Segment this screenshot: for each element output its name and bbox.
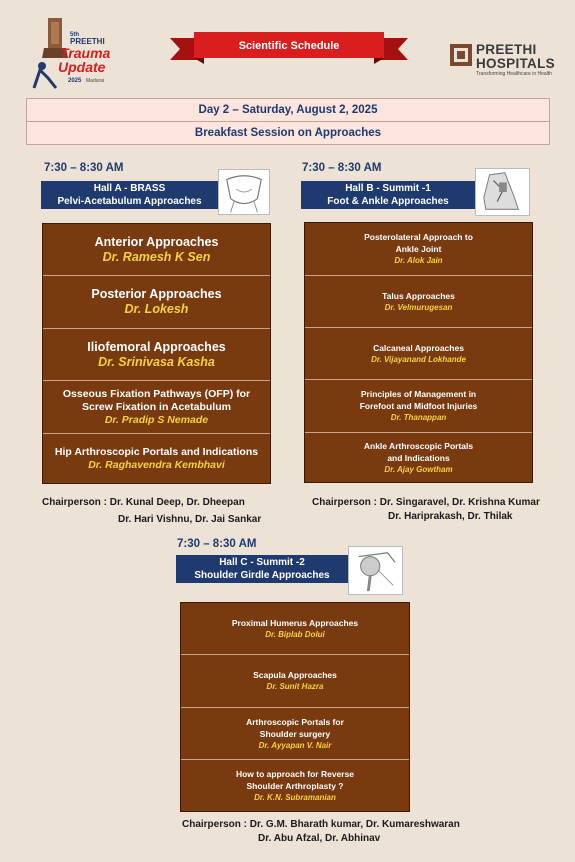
talk-title: Iliofemoral Approaches <box>87 339 226 354</box>
talk-title: Scapula Approaches <box>253 670 337 680</box>
hall-c-name: Hall C - Summit -2 <box>219 557 305 568</box>
hall-c-talk-2 <box>181 655 409 708</box>
hall-b-talk-5 <box>305 433 532 483</box>
hall-a-name: Hall A - BRASS <box>93 183 166 194</box>
hall-b-chair-line1: Chairperson : Dr. Singaravel, Dr. Krishna Kumar <box>312 497 540 508</box>
hall-c-time: 7:30 – 8:30 AM <box>177 538 257 550</box>
talk-title: Principles of Management in Forefoot and Midfoot Injuries <box>359 389 478 411</box>
hall-b-chair-line2: Dr. Hariprakash, Dr. Thilak <box>388 511 513 522</box>
talk-title: Anterior Approaches <box>94 234 219 249</box>
talk-speaker: Dr. K.N. Subramanian <box>254 793 336 802</box>
talk-title: Ankle Arthroscopic Portals and Indications <box>363 441 474 463</box>
hall-a-talk-5 <box>43 434 270 484</box>
preethi-hospitals-icon <box>450 44 472 66</box>
pelvis-illustration <box>218 169 270 215</box>
talk-speaker: Dr. Ramesh K Sen <box>102 249 211 264</box>
talk-title: Posterior Approaches <box>91 287 222 301</box>
foot-ankle-illustration <box>475 168 530 216</box>
logo-edition: 5th <box>70 32 79 38</box>
day-title: Day 2 – Saturday, August 2, 2025 <box>26 98 550 122</box>
hall-c-chair-line2: Dr. Abu Afzal, Dr. Abhinav <box>258 833 381 844</box>
talk-speaker: Dr. Velmurugesan <box>384 302 453 312</box>
talk-title: Osseous Fixation Pathways (OFP) for Screw Fixation in Acetabulum <box>62 387 251 413</box>
hall-b-talk-3 <box>305 328 532 380</box>
talk-speaker: Dr. Alok Jain <box>394 256 443 265</box>
talk-speaker: Dr. Ayyapan V. Nair <box>258 740 332 750</box>
hall-c-talk-1 <box>181 603 409 655</box>
hall-c-header <box>176 555 348 583</box>
talk-title: Hip Arthroscopic Portals and Indications <box>54 446 259 458</box>
hall-b-topic: Foot & Ankle Approaches <box>327 196 449 207</box>
hall-c-topic: Shoulder Girdle Approaches <box>194 570 330 581</box>
hall-b-talk-2 <box>305 276 532 328</box>
hall-b-time: 7:30 – 8:30 AM <box>302 162 382 174</box>
logo-brand: PREETHI <box>70 37 105 46</box>
hall-b-name: Hall B - Summit -1 <box>345 183 431 194</box>
talk-speaker: Dr. Lokesh <box>124 302 189 316</box>
hall-a-chair-line1: Chairperson : Dr. Kunal Deep, Dr. Dheepan <box>42 497 245 508</box>
logo-trauma: Trauma <box>60 45 111 61</box>
hall-a-talk-2 <box>43 276 270 329</box>
talk-title: Arthroscopic Portals for Shoulder surgery <box>246 716 344 739</box>
hall-a-header <box>41 181 218 209</box>
trauma-update-logo <box>30 18 125 94</box>
hall-b-talk-4 <box>305 380 532 433</box>
talk-speaker: Dr. Pradip S Nemade <box>104 413 209 426</box>
talk-speaker: Dr. Thanappan <box>390 413 447 422</box>
talk-speaker: Dr. Srinivasa Kasha <box>98 354 215 369</box>
talk-speaker: Dr. Sunit Hazra <box>266 682 324 691</box>
talk-title: Proximal Humerus Approaches <box>231 617 359 628</box>
banner-title: Scientific Schedule <box>238 40 340 52</box>
hospital-tagline: Transforming Healthcare in Health <box>476 71 552 77</box>
hall-a-talk-4 <box>43 381 270 434</box>
hall-a-talk-3 <box>43 329 270 381</box>
hall-a-topic: Pelvi-Acetabulum Approaches <box>57 196 202 207</box>
hall-a-session-box <box>42 223 271 484</box>
talk-speaker: Dr. Vijayanand Lokhande <box>371 354 466 364</box>
talk-speaker: Dr. Biplab Dolui <box>265 629 325 639</box>
hall-c-talk-3 <box>181 708 409 760</box>
hall-c-chair-line1: Chairperson : Dr. G.M. Bharath kumar, Dr. Kumareshwaran <box>182 819 460 830</box>
talk-title: Talus Approaches <box>382 290 455 301</box>
talk-speaker: Dr. Raghavendra Kembhavi <box>88 459 225 471</box>
hall-c-talk-4 <box>181 760 409 812</box>
logo-place: Madurai <box>86 78 105 84</box>
talk-speaker: Dr. Ajay Gowtham <box>384 465 453 474</box>
hall-b-session-box <box>304 222 533 483</box>
hall-c-session-box <box>180 602 410 812</box>
hall-a-talk-1 <box>43 224 270 276</box>
session-title: Breakfast Session on Approaches <box>26 121 550 145</box>
talk-title: Posterolateral Approach to Ankle Joint <box>364 232 473 254</box>
hall-a-chair-line2: Dr. Hari Vishnu, Dr. Jai Sankar <box>118 514 262 525</box>
talk-title: How to approach for Reverse Shoulder Arthroplasty ? <box>235 769 355 791</box>
shoulder-illustration <box>348 546 403 595</box>
logo-year: 2025 <box>68 78 82 84</box>
hall-a-time: 7:30 – 8:30 AM <box>44 162 124 174</box>
logo-update: Update <box>58 59 106 75</box>
hospital-name-line1: PREETHI <box>476 42 537 57</box>
hall-b-talk-1 <box>305 223 532 276</box>
hospital-name-line2: HOSPITALS <box>476 56 555 71</box>
hall-b-header <box>301 181 475 209</box>
talk-title: Calcaneal Approaches <box>373 342 464 353</box>
